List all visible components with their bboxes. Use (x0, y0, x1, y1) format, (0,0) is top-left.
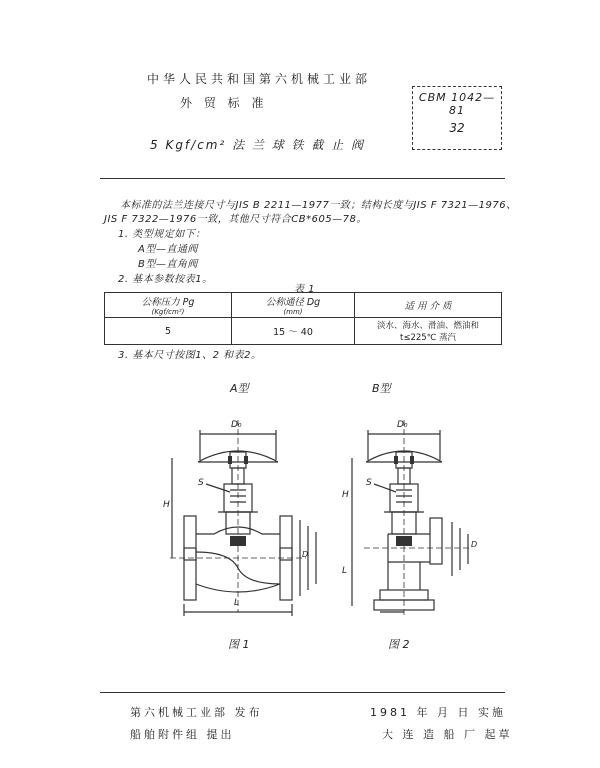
item-1: 1. 类型规定如下： (118, 229, 206, 240)
fig2-dim-h: H (342, 490, 349, 500)
fig1-dim-d: D (302, 550, 309, 559)
ministry-name: 中华人民共和国第六机械工业部 (147, 72, 372, 86)
fig1-dim-l: L (234, 598, 240, 608)
type-b-description: B型—直角阀 (138, 259, 198, 270)
figure-1-caption: 图 1 (228, 638, 250, 651)
cell-pressure: 5 (105, 318, 232, 345)
fig2-dim-d0: D₀ (397, 420, 408, 430)
fig2-dim-d: D (471, 540, 478, 549)
intro-line-1: 本标准的法兰连接尺寸与JIS B 2211—1977一致；结构长度与JIS F 7321—1976、 (120, 200, 517, 211)
table-caption: 表 1 (294, 284, 316, 295)
item-3: 3. 基本尺寸按图1、2 和表2。 (118, 350, 262, 361)
header-nominal-diameter: 公称通径 Dg (mm) (232, 293, 355, 318)
footer-rule (100, 692, 505, 693)
proposer: 船舶附件组 提出 (130, 728, 235, 741)
fig1-dim-s: S (198, 478, 204, 488)
header-nominal-pressure: 公称压力 Pg (Kgf/cm²) (105, 293, 232, 318)
figure-b-label: B型 (372, 382, 391, 395)
fig1-dim-d0: D₀ (231, 420, 242, 430)
fig2-dim-s: S (366, 478, 372, 488)
document-title: 5 Kgf/cm² 法 兰 球 铁 截 止 阀 (150, 138, 366, 152)
cell-medium: 淡水、海水、滑油、燃油和 t≤225℃ 蒸汽 (355, 318, 502, 345)
standard-code: CBM 1042—81 (418, 91, 496, 117)
drafter: 大 连 造 船 厂 起草 (382, 728, 513, 741)
fig2-dim-l: L (342, 566, 348, 576)
page-number: 32 (449, 121, 465, 135)
implementation-date: 1981 年 月 日 实施 (370, 706, 506, 719)
issuer: 第六机械工业部 发布 (130, 706, 263, 719)
item-2: 2. 基本参数按表1。 (118, 274, 213, 285)
figure-a-label: A型 (230, 382, 249, 395)
header-medium: 适 用 介 质 (355, 293, 502, 318)
type-a-description: A型—直通阀 (138, 244, 198, 255)
standard-category: 外 贸 标 准 (180, 96, 268, 110)
figure-2-caption: 图 2 (388, 638, 410, 651)
cell-diameter: 15 ～ 40 (232, 318, 355, 345)
fig1-dim-h: H (163, 500, 170, 510)
intro-line-2: JIS F 7322—1976一致，其他尺寸符合CB*605—78。 (104, 214, 367, 225)
